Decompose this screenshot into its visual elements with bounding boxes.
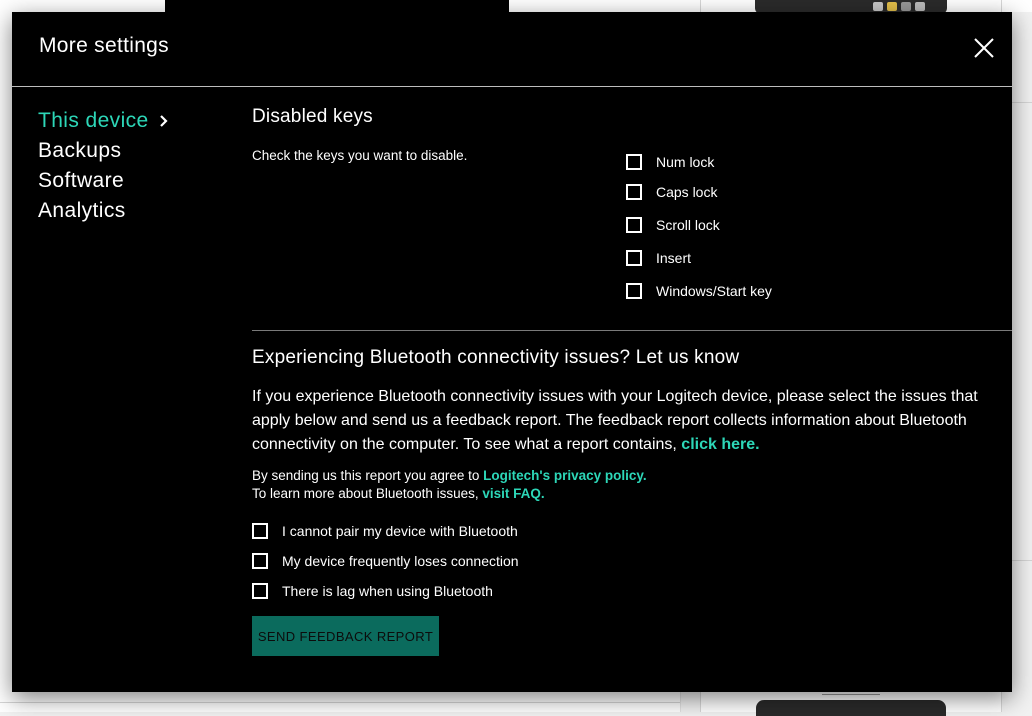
checkbox-box[interactable] (626, 217, 642, 233)
nav-item-label: Analytics (38, 199, 126, 222)
checkbox-label: My device frequently loses connection (282, 553, 519, 569)
bluetooth-paragraph: If you experience Bluetooth connectivity issues with your Logitech device, please select the issues that apply below and send us a feedback report. The feedback report collects information about Bluetooth connectivity on the computer. To see what a report contains, (252, 388, 978, 453)
privacy-policy-link[interactable]: Logitech's privacy policy. (483, 468, 647, 483)
bluetooth-description (252, 385, 992, 457)
header-divider (12, 86, 1012, 87)
background-card (165, 0, 509, 12)
checkbox-label: Windows/Start key (656, 283, 772, 299)
disabled-keys-instruction: Check the keys you want to disable. (252, 148, 468, 163)
issue-checkbox-cannot-pair[interactable] (252, 523, 518, 539)
click-here-link[interactable]: click here. (681, 436, 760, 453)
checkbox-box[interactable] (626, 250, 642, 266)
checkbox-label: Caps lock (656, 184, 718, 200)
nav-item-label: This device (38, 109, 149, 132)
checkbox-label: There is lag when using Bluetooth (282, 583, 493, 599)
key-checkbox-num-lock[interactable] (626, 154, 714, 170)
nav-item-label: Software (38, 169, 125, 192)
checkbox-box[interactable] (252, 523, 268, 539)
issue-checkbox-loses-connection[interactable] (252, 553, 519, 569)
background-device-image (756, 700, 946, 716)
faq-link[interactable]: visit FAQ. (482, 486, 545, 501)
learn-prefix: To learn more about Bluetooth issues, (252, 486, 479, 501)
disabled-keys-title: Disabled keys (252, 106, 373, 127)
send-feedback-button[interactable]: SEND FEEDBACK REPORT (252, 616, 439, 656)
background-divider (1012, 560, 1032, 561)
background-divider (822, 694, 880, 695)
consent-text (252, 467, 647, 503)
close-icon (972, 36, 996, 60)
nav-item-backups[interactable] (38, 136, 169, 166)
checkbox-label: Num lock (656, 154, 715, 170)
settings-nav (38, 106, 169, 226)
checkbox-box[interactable] (252, 553, 268, 569)
background-divider (1012, 102, 1032, 103)
key-checkbox-windows-key[interactable] (626, 283, 772, 299)
key-checkbox-scroll-lock[interactable] (626, 217, 720, 233)
nav-item-analytics[interactable] (38, 196, 169, 226)
background-divider (0, 702, 680, 703)
checkbox-label: Scroll lock (656, 217, 720, 233)
nav-item-software[interactable] (38, 166, 169, 196)
dialog-title: More settings (39, 34, 169, 57)
checkbox-box[interactable] (626, 283, 642, 299)
section-divider (252, 330, 1012, 331)
issue-checkbox-lag[interactable] (252, 583, 493, 599)
checkbox-box[interactable] (626, 184, 642, 200)
checkbox-box[interactable] (626, 154, 642, 170)
nav-item-this-device[interactable] (38, 106, 169, 136)
checkbox-label: I cannot pair my device with Bluetooth (282, 523, 518, 539)
chevron-right-icon (159, 114, 169, 128)
bluetooth-title: Experiencing Bluetooth connectivity issues? Let us know (252, 347, 740, 368)
key-checkbox-caps-lock[interactable] (626, 184, 717, 200)
close-button[interactable] (972, 36, 996, 60)
checkbox-box[interactable] (252, 583, 268, 599)
nav-item-label: Backups (38, 139, 122, 162)
agree-prefix: By sending us this report you agree to (252, 468, 480, 483)
more-settings-dialog (12, 12, 1012, 692)
checkbox-label: Insert (656, 250, 692, 266)
key-checkbox-insert[interactable] (626, 250, 691, 266)
